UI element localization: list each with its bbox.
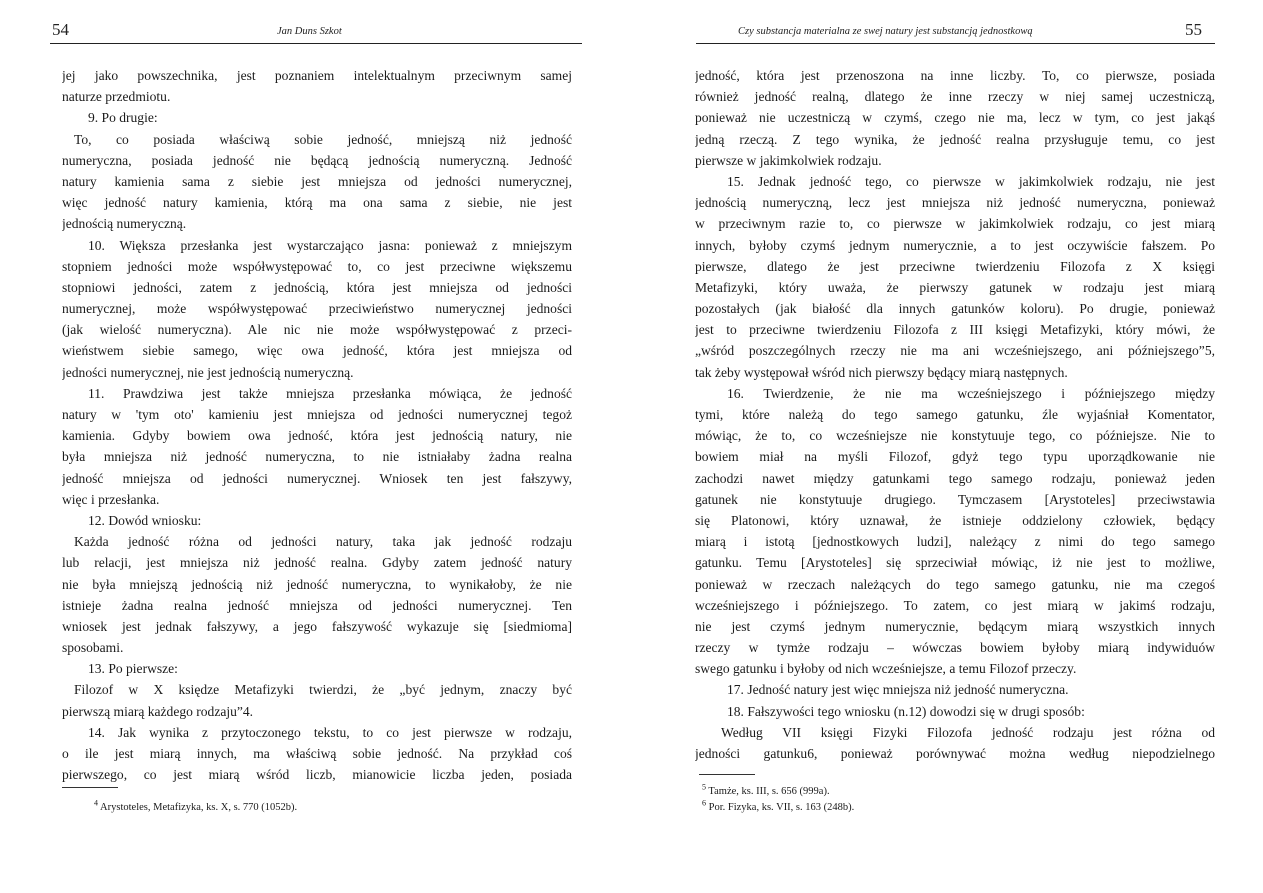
right-running-head: Czy substancja materialna ze swej natury jest substancją jednostkową bbox=[738, 26, 1033, 37]
text-line: istnieje żadna realna jedność mniejsza od jedności numerycznej. Ten bbox=[62, 597, 572, 613]
text-line: 11. Prawdziwa jest także mniejsza przesłanka mówiąca, że jedność bbox=[88, 385, 572, 401]
text-line: Metafizyki, który uważa, że pierwszy gatunek w rodzaju jest miarą bbox=[695, 279, 1215, 295]
footnote-mark: 6 bbox=[702, 798, 706, 808]
left-footnote-rule bbox=[62, 787, 118, 788]
text-line: ponieważ nie uczestniczą w czymś, czego nie ma, lecz w tym, co jest jakąś bbox=[695, 110, 1215, 126]
text-line: pozostałych (jak białość dla innych gatunków koloru). Po drugie, ponieważ bbox=[695, 301, 1215, 317]
text-line: 14. Jak wynika z przytoczonego tekstu, to co jest pierwsze w rodzaju, bbox=[88, 724, 572, 740]
text-line: 12. Dowód wniosku: bbox=[88, 512, 202, 528]
text-line: 18. Fałszywości tego wniosku (n.12) dowodzi się w drugi sposób: bbox=[727, 703, 1085, 719]
text-line: wcześniejszego i późniejszego. To zatem, co jest miarą w jakimś rodzaju, bbox=[695, 597, 1215, 613]
right-page-header bbox=[632, 20, 1263, 42]
text-line: pierwszą miarą każdego rodzaju”4. bbox=[62, 703, 254, 719]
text-line: gatunek nie konstytuuje drugiego. Tymczasem [Arystoteles] przeciwstawia bbox=[695, 491, 1215, 507]
text-line: jednością numeryczną. bbox=[62, 216, 187, 232]
text-line: 16. Twierdzenie, że nie ma wcześniejszego i późniejszego między bbox=[727, 385, 1215, 401]
text-line: również jedność realną, dlatego że inne rzeczy w niej samej uczestniczą, bbox=[695, 89, 1215, 105]
text-line: 10. Większa przesłanka jest wystarczająco jasna: ponieważ z mniejszym bbox=[88, 237, 572, 253]
text-line: numeryczna, posiada jedność nie będącą jednością numeryczną. Jedność bbox=[62, 152, 572, 168]
left-page bbox=[0, 0, 631, 893]
right-page bbox=[632, 0, 1263, 893]
text-line: Według VII księgi Fizyki Filozofa jedność rodzaju jest różna od bbox=[721, 724, 1215, 740]
text-line: To, co posiada właściwą sobie jedność, mniejszą niż jedność bbox=[74, 131, 572, 147]
text-line: jest to przeciwne twierdzeniu Filozofa z III księgi Metafizyki, który mówi, że bbox=[695, 322, 1215, 338]
text-line: jedność, która jest przenoszona na inne liczby. To, co pierwsze, posiada bbox=[695, 68, 1215, 83]
text-line: 13. Po pierwsze: bbox=[88, 661, 178, 677]
text-line: numerycznej, może współwystępować przeciwieństwo numerycznej jedności bbox=[62, 301, 572, 317]
text-line: bowiem miał na myśli Filozof, gdyż tego typu uporządkowanie nie bbox=[695, 449, 1215, 465]
text-line: (jak wielość numeryczna). Ale nic nie może współwystępować z przeci- bbox=[62, 322, 572, 338]
footnote-text: Tamże, ks. III, s. 656 (999a). bbox=[706, 786, 830, 797]
footnote bbox=[702, 800, 1182, 816]
text-line: była mniejsza niż jedność numeryczna, to nie istniałaby żadna realna bbox=[62, 449, 572, 465]
text-line: gatunku. Temu [Arystoteles] się sprzeciwiał mówiąc, iż nie jest to możliwe, bbox=[695, 555, 1215, 571]
text-line: nie jest czymś jednym numerycznie, będącym miarą wszystkich innych bbox=[695, 618, 1215, 634]
text-line: zachodzi nawet między gatunkami tego samego rodzaju, ponieważ jeden bbox=[695, 470, 1215, 486]
text-line: w przeciwnym razie to, co pierwsze w jakimkolwiek rodzaju, co jest miarą bbox=[695, 216, 1215, 232]
footnote-mark: 4 bbox=[94, 798, 98, 808]
text-line: pierwsze w jakimkolwiek rodzaju. bbox=[695, 152, 882, 168]
text-line: wniosek jest jednak fałszywy, a jego fałszywość wykazuje się [siedmioma] bbox=[62, 618, 572, 634]
text-line: 15. Jednak jedność tego, co pierwsze w jakimkolwiek rodzaju, nie jest bbox=[727, 173, 1215, 189]
text-line: wieństwem siebie samego, więc owa jedność, która jest mniejsza od bbox=[62, 343, 572, 359]
text-line: stopniowi jedności, zatem z jednością, która jest mniejsza od jedności bbox=[62, 279, 572, 295]
text-line: jednością numeryczną, lecz jest mniejsza niż jedność numeryczna, ponieważ bbox=[695, 195, 1215, 211]
text-line: lub relacji, jest mniejsza niż jedność realna. Gdyby zatem jedność natury bbox=[62, 555, 572, 571]
text-line: sposobami. bbox=[62, 640, 124, 656]
text-line: jedności gatunku6, ponieważ porównywać można według niepodzielnego bbox=[695, 746, 1215, 761]
left-page-header bbox=[0, 20, 631, 42]
text-line: mówiąc, że to, co wcześniejsze nie konstytuuje tego, co późniejsze. Nie to bbox=[695, 428, 1215, 444]
text-line: tymi, które należą do tego samego gatunku, źle wyjaśniał Komentator, bbox=[695, 407, 1215, 422]
text-line: więc i przesłanka. bbox=[62, 491, 160, 507]
text-line: natury kamienia sama z siebie jest mniejsza od jedności numerycznej, bbox=[62, 173, 572, 189]
text-line: pierwsze, dlatego że jest przeciwne twierdzeniu Filozofa z X księgi bbox=[695, 258, 1215, 274]
right-footnotes bbox=[702, 784, 1182, 816]
text-line: jedności numerycznej, nie jest jednością numeryczną. bbox=[62, 364, 354, 380]
text-line: ponieważ w rzeczach należących do tego samego gatunku, nie ma czegoś bbox=[695, 576, 1215, 592]
footnote bbox=[702, 784, 1182, 800]
text-line: rzeczy w tymże rodzaju – wówczas bowiem byłoby miarą indywiduów bbox=[695, 640, 1215, 656]
text-line: „wśród poszczególnych rzeczy nie ma ani wcześniejszego, ani późniejszego”5, bbox=[695, 343, 1215, 359]
text-line: 17. Jedność natury jest więc mniejsza niż jedność numeryczna. bbox=[727, 682, 1069, 698]
text-line: kamienia. Gdyby bowiem owa jedność, która jest jednością natury, nie bbox=[62, 428, 572, 444]
text-line: o ile jest miarą innych, ma właściwą sobie jedność. Na przykład coś bbox=[62, 746, 572, 761]
footnote-text: Por. Fizyka, ks. VII, s. 163 (248b). bbox=[706, 802, 855, 813]
left-body-text bbox=[62, 65, 572, 785]
text-line: innych, byłoby czymś jednym numerycznie, a to jest oczywiście fałszem. Po bbox=[695, 237, 1215, 253]
left-header-rule bbox=[50, 43, 582, 44]
text-line: natury w 'tym oto' kamieniu jest mniejsza od jedności numerycznej tegoż bbox=[62, 407, 572, 422]
text-line: nie była mniejszą jednością niż jedność numeryczna, to wynikałoby, że nie bbox=[62, 576, 572, 592]
text-line: stopniem jedności może współwystępować to, co jest przeciwne większemu bbox=[62, 258, 572, 274]
right-body-text bbox=[695, 65, 1215, 764]
text-line: jej jako powszechnika, jest poznaniem intelektualnym przeciwnym samej bbox=[62, 68, 572, 83]
text-line: Filozof w X księdze Metafizyki twierdzi, że „być jednym, znaczy być bbox=[74, 682, 572, 698]
text-line: naturze przedmiotu. bbox=[62, 89, 171, 105]
text-line: tak żeby występował wśród nich pierwszy będący miarą następnych. bbox=[695, 364, 1068, 380]
footnote-mark: 5 bbox=[702, 782, 706, 792]
text-line: Każda jedność różna od jedności natury, taka jak jedność rodzaju bbox=[74, 534, 572, 550]
text-line: jedną rzeczą. Z tego wynika, że jedność realna przysługuje temu, co jest bbox=[695, 131, 1215, 147]
right-footnote-rule bbox=[699, 774, 755, 775]
left-footnotes bbox=[94, 800, 574, 816]
right-header-rule bbox=[696, 43, 1215, 44]
text-line: więc jedność natury kamienia, którą ma ona sama z siebie, nie jest bbox=[62, 195, 572, 211]
text-line: jedność mniejsza od jedności numerycznej. Wniosek ten jest fałszywy, bbox=[62, 470, 572, 486]
left-page-number: 54 bbox=[52, 20, 69, 39]
text-line: pierwszego, co jest miarą wśród liczb, mianowicie liczba jeden, posiada bbox=[62, 767, 572, 783]
footnote-text: Arystoteles, Metafizyka, ks. X, s. 770 (1052b). bbox=[98, 802, 298, 813]
right-page-number: 55 bbox=[1185, 20, 1202, 39]
text-line: swego gatunku i byłoby od nich wcześniejsze, a temu Filozof przeczy. bbox=[695, 661, 1077, 677]
left-running-head: Jan Duns Szkot bbox=[277, 26, 342, 37]
text-line: miarą i istotą [jednostkowych ludzi], należący z nimi do tego samego bbox=[695, 534, 1215, 550]
text-line: się Platonowi, który uznawał, że istnieje oddzielony człowiek, będący bbox=[695, 512, 1215, 528]
text-line: 9. Po drugie: bbox=[88, 110, 158, 126]
footnote bbox=[94, 800, 574, 816]
